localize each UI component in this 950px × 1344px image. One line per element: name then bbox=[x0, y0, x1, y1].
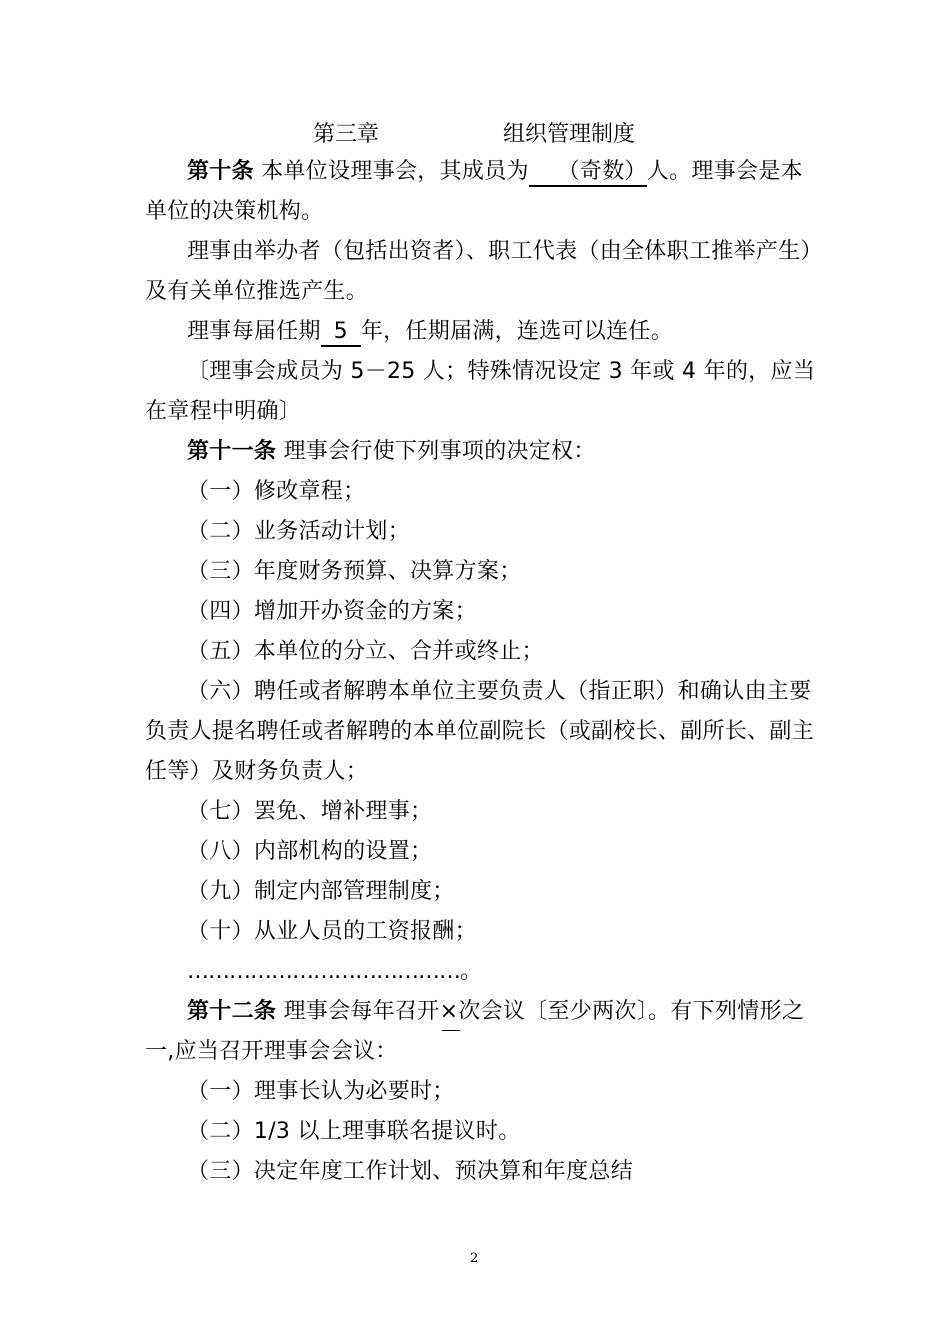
article-11-item-continuation: 负责人提名聘任或者解聘的本单位副院长（或副校长、副所长、副主 bbox=[145, 719, 815, 744]
article-11-label: 第十一条 bbox=[187, 439, 277, 464]
article-11-text: 理事会行使下列事项的决定权： bbox=[283, 439, 596, 464]
article-12-item: （二）1/3 以上理事联名提议时。 bbox=[187, 1119, 521, 1144]
article-11-heading bbox=[187, 437, 596, 467]
article-11-item: （十）从业人员的工资报酬； bbox=[187, 919, 477, 944]
meeting-times-blank: × bbox=[440, 997, 459, 1027]
article-11-item: （五）本单位的分立、合并或终止； bbox=[187, 639, 544, 664]
member-count-blank: （奇数） bbox=[529, 159, 647, 187]
article-12-item: （一）理事长认为必要时； bbox=[187, 1079, 455, 1104]
article-11-item-continuation: 任等）及财务负责人； bbox=[145, 759, 369, 784]
article-11-item: （一）修改章程； bbox=[187, 479, 366, 504]
article-10-p2-line-2: 及有关单位推选产生。 bbox=[145, 279, 369, 304]
term-years-blank: 5 bbox=[321, 319, 361, 347]
article-10-note-line-2: 在章程中明确〕 bbox=[145, 399, 302, 424]
article-10-label: 第十条 bbox=[187, 159, 254, 184]
article-11-item: （七）罢免、增补理事； bbox=[187, 799, 433, 824]
article-11-item: （三）年度财务预算、决算方案； bbox=[187, 559, 522, 584]
article-10-line-2: 单位的决策机构。 bbox=[145, 199, 324, 224]
article-10-text-2: 人。理事会是本 bbox=[646, 159, 803, 184]
article-12-label: 第十二条 bbox=[187, 999, 277, 1024]
article-11-item: （八）内部机构的设置； bbox=[187, 839, 433, 864]
article-11-ellipsis: …………………………………。 bbox=[187, 959, 482, 984]
article-12-item: （三）决定年度工作计划、预决算和年度总结 bbox=[187, 1159, 634, 1184]
article-12-text-1: 理事会每年召开 bbox=[283, 999, 440, 1024]
article-12-text-2: 次会议〔至少两次〕。有下列情形之 bbox=[458, 999, 805, 1024]
article-11-item: （九）制定内部管理制度； bbox=[187, 879, 455, 904]
article-10-line-1 bbox=[187, 157, 803, 187]
chapter-number: 第三章 bbox=[313, 122, 380, 147]
article-10-note-line-1: 〔理事会成员为 5－25 人；特殊情况设定 3 年或 4 年的，应当 bbox=[187, 359, 816, 384]
term-suffix: 年，任期届满，连选可以连任。 bbox=[360, 319, 674, 344]
article-10-text-1: 本单位设理事会，其成员为 bbox=[261, 159, 529, 184]
article-10-term-line bbox=[187, 317, 673, 347]
article-12-line-1 bbox=[187, 997, 804, 1027]
article-12-line-2: 一,应当召开理事会会议： bbox=[145, 1039, 398, 1064]
article-11-item: （六）聘任或者解聘本单位主要负责人（指正职）和确认由主要 bbox=[187, 679, 812, 704]
article-10-p2-line-1: 理事由举办者（包括出资者）、职工代表（由全体职工推举产生） bbox=[187, 239, 823, 264]
article-11-item: （二）业务活动计划； bbox=[187, 519, 411, 544]
article-11-item: （四）增加开办资金的方案； bbox=[187, 599, 477, 624]
term-prefix: 理事每届任期 bbox=[187, 319, 321, 344]
chapter-title: 组织管理制度 bbox=[503, 122, 636, 147]
page-number: 2 bbox=[470, 1251, 479, 1266]
